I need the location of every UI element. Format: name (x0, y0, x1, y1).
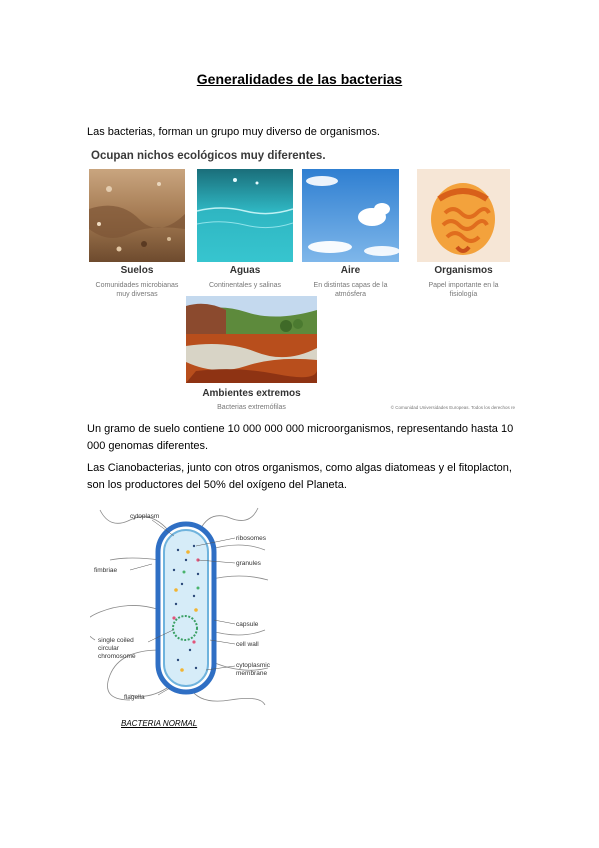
panel-sub-soil-1: Comunidades microbianas (95, 282, 179, 289)
diagram-caption: BACTERIA NORMAL (121, 719, 198, 728)
figure-heading: Ocupan nichos ecológicos muy diferentes. (91, 150, 326, 162)
label-granules: granules (236, 560, 261, 567)
ecological-niches-figure (87, 150, 515, 418)
cyano-paragraph-line-2: son los productores del 50% del oxígeno del Planeta. (87, 479, 347, 491)
organisms-photo (417, 169, 510, 262)
label-membrane-2: membrane (236, 670, 268, 677)
cyano-paragraph-line-1: Las Cianobacterias, junto con otros organismos, como algas diatomeas y el fitoplacton, (87, 462, 512, 474)
label-cell-wall: cell wall (236, 641, 259, 648)
label-flagella: flagella (124, 694, 145, 701)
panel-sub-air-2: atmósfera (334, 291, 367, 298)
intro-paragraph: Las bacterias, forman un grupo muy diverso de organismos. (87, 126, 380, 138)
label-capsule: capsule (236, 621, 259, 628)
panel-sub-organisms-2: fisiología (449, 291, 478, 298)
soil-paragraph-line-1: Un gramo de suelo contiene 10 000 000 000 microorganismos, representando hasta 10 (87, 423, 514, 435)
panel-title-water: Aguas (229, 265, 261, 276)
water-photo (197, 169, 293, 262)
panel-sub-water-1: Continentales y salinas (209, 282, 281, 289)
panel-sub-organisms-1: Papel importante en la (428, 282, 499, 289)
label-cytoplasm: cytoplasm (130, 513, 160, 520)
figure-copyright: © Comunidad Universidades Europeas. Todos los derechos re (390, 405, 515, 410)
label-ribosomes: ribosomes (236, 535, 266, 542)
label-chromosome-1: single coiled (98, 637, 134, 644)
soil-paragraph-line-2: 000 genomas diferentes. (87, 440, 209, 452)
panel-title-organisms: Organismos (434, 265, 493, 276)
label-fimbriae: fimbriae (94, 567, 118, 574)
panel-sub-extreme-1: Bacterias extremófilas (217, 404, 286, 411)
panel-sub-soil-2: muy diversas (116, 291, 158, 298)
label-membrane-1: cytoplasmic (236, 662, 270, 669)
bacteria-diagram (90, 500, 300, 710)
label-chromosome-3: chromosome (98, 653, 136, 660)
extreme-environments-photo (186, 296, 317, 383)
label-chromosome-2: circular (98, 645, 119, 652)
panel-title-soil: Suelos (120, 265, 154, 276)
soil-photo (89, 169, 185, 262)
panel-title-air: Aire (340, 265, 361, 276)
air-photo (302, 169, 399, 262)
page-title: Generalidades de las bacterias (196, 71, 403, 87)
panel-sub-air-1: En distintas capas de la (313, 282, 388, 289)
panel-title-extreme: Ambientes extremos (202, 388, 301, 399)
